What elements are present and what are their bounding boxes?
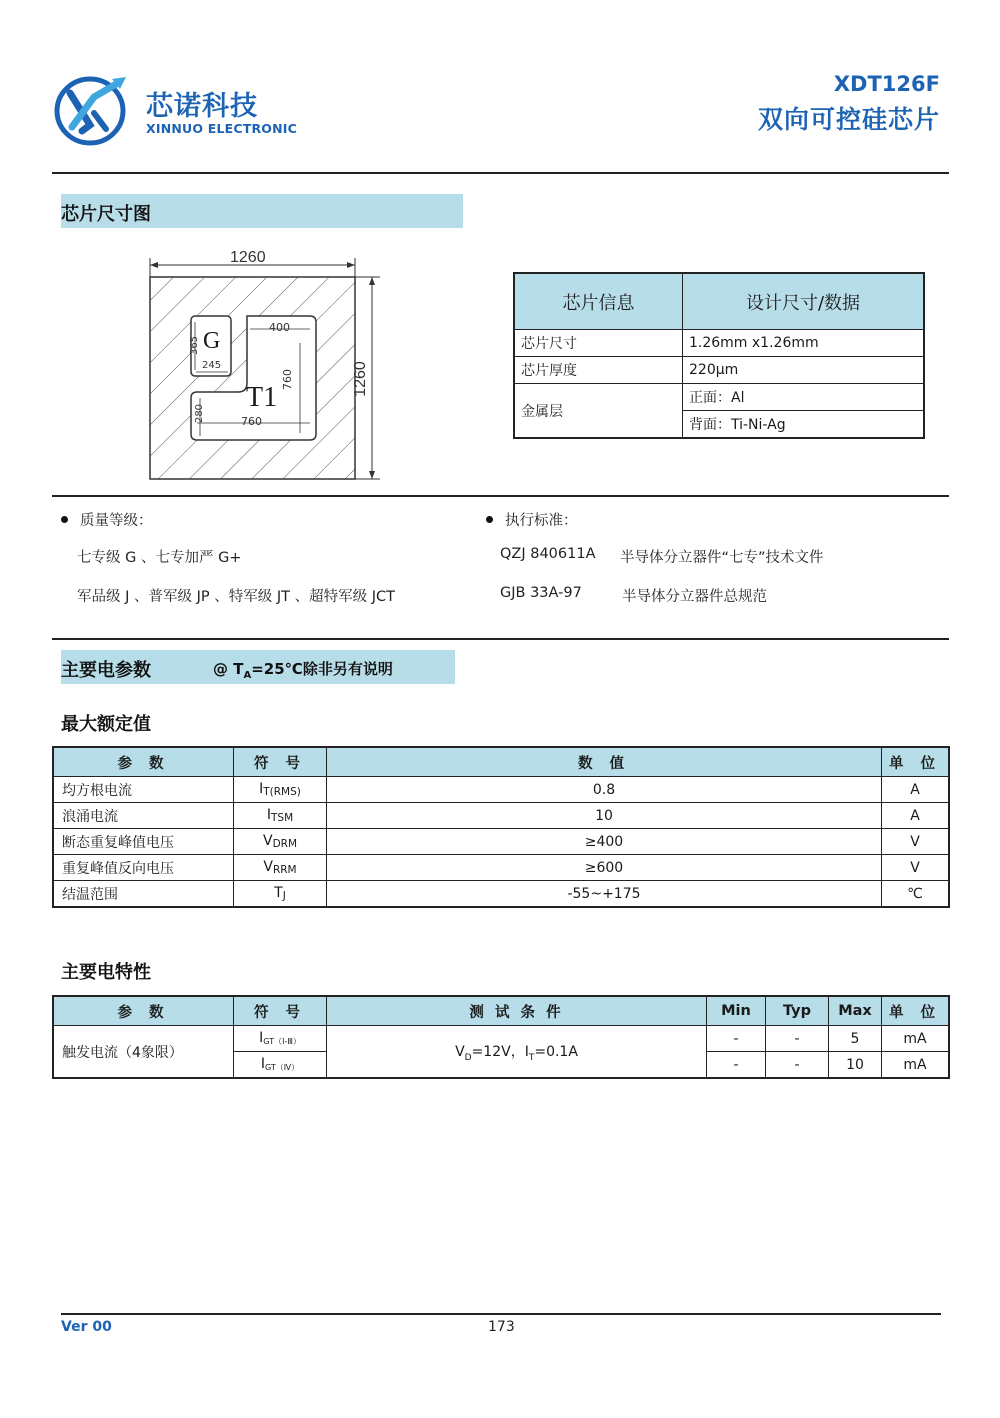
cond-v-sub: D (464, 1052, 472, 1063)
col-param: 参 数 (53, 996, 234, 1026)
version-label: Ver 00 (61, 1319, 112, 1335)
param-value: 0.8 (327, 777, 882, 803)
t1-pad-label: T1 (246, 382, 278, 413)
chip-section-bar (61, 194, 463, 228)
characteristics-table (52, 995, 950, 1079)
chip-section-title: 芯片尺寸图 (61, 204, 151, 225)
col-unit: 单 位 (882, 996, 950, 1026)
page-number: 173 (488, 1319, 515, 1335)
test-condition (327, 1026, 707, 1079)
param-value: ≥600 (327, 855, 882, 881)
table-row (53, 829, 949, 855)
design-data-header: 设计尺寸/数据 (683, 273, 925, 330)
bullet-icon (61, 516, 68, 523)
metal-layer-label: 金属层 (514, 384, 683, 439)
table-row (514, 357, 924, 384)
max-ratings-title: 最大额定值 (61, 714, 151, 735)
param-value: ≥400 (327, 829, 882, 855)
header-divider (52, 172, 949, 174)
param-unit: V (882, 829, 950, 855)
chip-section-divider (52, 495, 949, 497)
symbol-sub: DRM (272, 838, 298, 850)
table-row (53, 881, 949, 908)
standards-title (486, 509, 578, 530)
param-symbol (234, 829, 327, 855)
condition-sub: A (243, 670, 252, 681)
symbol-sub: T(RMS) (263, 786, 301, 798)
gate-pad-label: G (203, 328, 221, 354)
company-logo (54, 73, 130, 147)
company-name-en: XINNUO ELECTRONIC (146, 121, 298, 136)
symbol-sub: RRM (272, 864, 297, 876)
dim-760-horizontal-label: 760 (241, 415, 262, 428)
standard-desc-2: 半导体分立器件总规范 (622, 589, 767, 605)
dim-245-label: 245 (202, 360, 222, 371)
param-symbol (234, 777, 327, 803)
max-value: 10 (829, 1052, 882, 1079)
param-unit: A (882, 803, 950, 829)
chip-thickness-value: 220μm (683, 357, 925, 384)
param-symbol (234, 803, 327, 829)
chip-size-value: 1.26mm x1.26mm (683, 330, 925, 357)
electrical-section-bar (61, 650, 455, 684)
table-row (514, 330, 924, 357)
param-value: -55~+175 (327, 881, 882, 908)
chip-size-label: 芯片尺寸 (514, 330, 683, 357)
quality-title-text: 质量等级： (80, 513, 153, 529)
chip-info-table (513, 272, 925, 439)
typ-value: - (766, 1052, 829, 1079)
characteristics-title: 主要电特性 (61, 962, 151, 983)
chip-info-header: 芯片信息 (514, 273, 683, 330)
param-unit: ℃ (882, 881, 950, 908)
symbol-main: I (260, 1056, 265, 1072)
dim-760-vertical-label: 760 (281, 369, 294, 390)
table-row (514, 384, 924, 411)
param-unit: A (882, 777, 950, 803)
param-name: 断态重复峰值电压 (53, 829, 234, 855)
param-name: 重复峰值反向电压 (53, 855, 234, 881)
condition-prefix: @ T (213, 660, 244, 678)
company-name-cn: 芯诺科技 (146, 91, 258, 122)
param-unit: V (882, 855, 950, 881)
table-row (53, 803, 949, 829)
param-symbol (234, 1026, 327, 1052)
footer-divider (61, 1313, 941, 1315)
col-symbol: 符 号 (234, 747, 327, 777)
param-name: 均方根电流 (53, 777, 234, 803)
col-symbol: 符 号 (234, 996, 327, 1026)
cond-i-val: =0.1A (534, 1043, 578, 1060)
unit-value: mA (882, 1052, 950, 1079)
product-name: 双向可控硅芯片 (757, 105, 940, 134)
col-value: 数 值 (327, 747, 882, 777)
table-row (53, 777, 949, 803)
cond-v: V (455, 1043, 465, 1060)
chip-dimension-drawing (140, 248, 385, 484)
param-symbol (234, 1052, 327, 1079)
table-row (53, 855, 949, 881)
typ-value: - (766, 1026, 829, 1052)
unit-value: mA (882, 1026, 950, 1052)
symbol-sub: TSM (271, 812, 294, 824)
symbol-main: T (274, 885, 283, 901)
part-number: XDT126F (833, 72, 940, 96)
col-param: 参 数 (53, 747, 234, 777)
col-unit: 单 位 (882, 747, 950, 777)
chip-thickness-label: 芯片厚度 (514, 357, 683, 384)
symbol-main: I (259, 781, 264, 797)
test-condition-note (213, 658, 393, 681)
dim-400-label: 400 (269, 321, 290, 334)
symbol-main: V (263, 859, 273, 875)
max-ratings-table (52, 746, 950, 908)
symbol-main: I (259, 1030, 264, 1046)
min-value: - (707, 1052, 766, 1079)
chip-height-label: 1260 (351, 361, 369, 397)
metal-back-value: 背面：Ti-Ni-Ag (683, 411, 925, 439)
cond-i-sub: T (528, 1052, 535, 1063)
quality-section-divider (52, 638, 949, 640)
standard-desc-1: 半导体分立器件“七专”技术文件 (620, 550, 824, 566)
standard-code-2: GJB 33A-97 (500, 585, 582, 601)
symbol-main: V (262, 833, 273, 849)
quality-title (61, 509, 153, 530)
col-min: Min (707, 996, 766, 1026)
param-symbol (234, 881, 327, 908)
table-row (53, 1026, 949, 1052)
electrical-section-title: 主要电参数 (61, 660, 151, 681)
symbol-sub: GT（Ⅰ-Ⅲ） (263, 1037, 301, 1046)
param-value: 10 (327, 803, 882, 829)
quality-line-2: 军品级 J 、普军级 JP 、特军级 JT 、超特军级 JCT (77, 589, 395, 605)
col-typ: Typ (766, 996, 829, 1026)
min-value: - (707, 1026, 766, 1052)
col-test-condition: 测 试 条 件 (327, 996, 707, 1026)
symbol-main: I (266, 807, 271, 823)
dim-365-label: 365 (189, 335, 201, 356)
bullet-icon (486, 516, 493, 523)
chip-width-label: 1260 (230, 249, 266, 266)
dim-280-label: 280 (194, 403, 206, 424)
condition-suffix: =25℃除非另有说明 (251, 660, 393, 678)
standards-title-text: 执行标准： (505, 513, 578, 529)
col-max: Max (829, 996, 882, 1026)
max-value: 5 (829, 1026, 882, 1052)
cond-v-val: =12V，I (471, 1043, 529, 1060)
standard-code-1: QZJ 840611A (500, 546, 596, 562)
symbol-sub: J (282, 890, 286, 902)
param-name: 结温范围 (53, 881, 234, 908)
metal-front-value: 正面：Al (683, 384, 925, 411)
param-symbol (234, 855, 327, 881)
symbol-sub: GT（Ⅳ） (264, 1063, 300, 1072)
param-name: 浪涌电流 (53, 803, 234, 829)
quality-line-1: 七专级 G 、七专加严 G+ (77, 550, 242, 566)
param-name: 触发电流（4象限） (53, 1026, 234, 1079)
